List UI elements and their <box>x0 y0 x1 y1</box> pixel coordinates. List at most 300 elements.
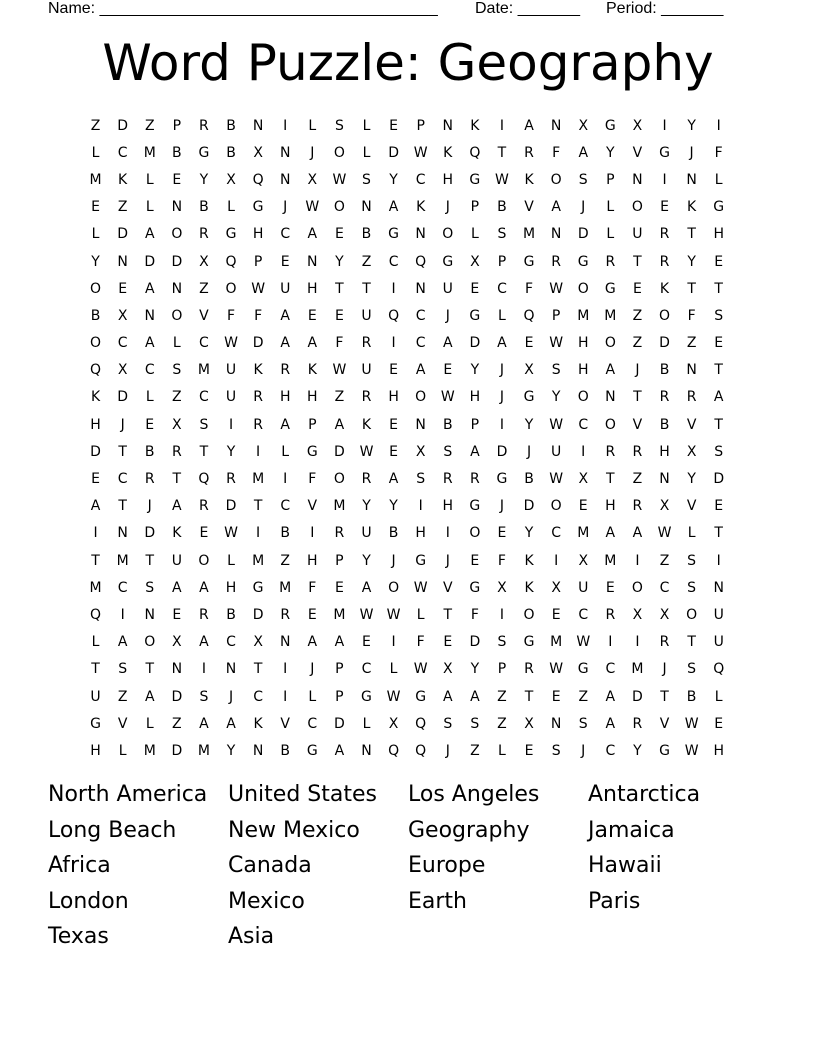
grid-letter: R <box>280 606 291 623</box>
grid-letter: H <box>307 280 318 297</box>
grid-letter: K <box>118 171 128 188</box>
grid-letter: J <box>499 389 505 406</box>
grid-letter: Z <box>659 552 670 569</box>
grid-letter: D <box>469 634 481 651</box>
grid-letter: C <box>659 579 670 596</box>
grid-letter: W <box>332 171 347 188</box>
grid-letter: I <box>499 416 505 433</box>
grid-row <box>82 574 734 601</box>
grid-letter: C <box>388 253 399 270</box>
grid-letter: L <box>281 443 290 460</box>
grid-letter: E <box>443 634 453 651</box>
grid-letter: A <box>172 498 182 515</box>
grid-letter: Q <box>225 253 237 270</box>
grid-letter: A <box>144 688 155 705</box>
grid-letter: T <box>714 362 723 379</box>
grid-letter: G <box>523 634 535 651</box>
grid-letter: T <box>335 280 344 297</box>
grid-letter: A <box>470 443 480 460</box>
grid-letter: A <box>307 634 318 651</box>
grid-letter: R <box>171 443 182 460</box>
grid-letter: P <box>606 171 615 188</box>
grid-letter: G <box>388 226 399 243</box>
name-field: Name: ______________________________________ <box>48 0 438 17</box>
date-field: Date: _______ <box>475 0 580 17</box>
word-list-item: United States <box>228 782 377 807</box>
grid-letter: W <box>332 362 347 379</box>
grid-row <box>82 520 734 547</box>
grid-letter: R <box>605 443 616 460</box>
grid-letter: B <box>172 144 182 161</box>
grid-letter: A <box>144 335 155 352</box>
word-list-item: Geography <box>408 817 530 843</box>
grid-letter: K <box>172 525 182 542</box>
grid-letter: C <box>199 335 209 352</box>
grid-letter: E <box>118 280 128 297</box>
grid-letter: N <box>415 226 426 243</box>
grid-letter: X <box>172 634 182 651</box>
grid-letter: P <box>335 552 344 569</box>
grid-letter: I <box>120 606 125 623</box>
grid-letter: L <box>145 715 154 732</box>
grid-letter: M <box>116 552 129 569</box>
grid-letter: L <box>118 742 127 759</box>
grid-letter: N <box>713 579 724 596</box>
grid-letter: I <box>228 416 234 433</box>
grid-letter: K <box>687 199 697 216</box>
grid-letter: X <box>226 171 236 188</box>
grid-letter: N <box>632 171 643 188</box>
grid-letter: R <box>442 471 453 488</box>
grid-letter: C <box>415 171 426 188</box>
grid-letter: W <box>413 579 428 596</box>
grid-letter: C <box>605 661 616 678</box>
grid-letter: C <box>117 144 128 161</box>
grid-letter: A <box>524 117 534 134</box>
grid-letter: O <box>333 144 345 161</box>
grid-letter: O <box>659 307 671 324</box>
grid-letter: T <box>199 443 209 460</box>
grid-row <box>82 656 734 683</box>
grid-letter: S <box>578 171 588 188</box>
grid-letter: Z <box>497 688 507 705</box>
grid-letter: C <box>415 307 426 324</box>
grid-letter: C <box>361 661 372 678</box>
grid-letter: B <box>442 416 453 433</box>
grid-letter: N <box>550 715 562 732</box>
grid-letter: Q <box>523 307 535 324</box>
grid-letter: H <box>388 389 399 406</box>
grid-letter: C <box>199 389 209 406</box>
grid-letter: L <box>714 688 723 705</box>
grid-letter: G <box>713 199 725 216</box>
grid-letter: M <box>252 552 265 569</box>
word-list-item: Europe <box>408 853 486 879</box>
grid-letter: W <box>576 634 591 651</box>
grid-letter: A <box>632 525 643 542</box>
grid-letter: V <box>280 715 290 732</box>
grid-letter: L <box>91 144 100 161</box>
grid-letter: B <box>361 226 372 243</box>
grid-letter: I <box>608 634 613 651</box>
grid-letter: R <box>524 144 534 161</box>
grid-letter: A <box>551 199 561 216</box>
grid-row <box>82 710 734 737</box>
grid-letter: C <box>280 498 291 515</box>
word-list-item: Mexico <box>228 888 305 914</box>
grid-letter: F <box>254 307 263 324</box>
grid-letter: E <box>307 307 317 324</box>
word-list-item: North America <box>48 782 208 807</box>
grid-letter: E <box>362 634 371 651</box>
grid-letter: T <box>91 552 100 569</box>
grid-letter: O <box>686 606 698 623</box>
grid-letter: N <box>686 171 697 188</box>
grid-letter: O <box>604 335 616 352</box>
grid-letter: T <box>524 688 534 705</box>
grid-letter: X <box>117 362 128 379</box>
grid-letter: Z <box>172 715 182 732</box>
grid-letter: R <box>280 362 291 379</box>
grid-letter: H <box>469 389 481 406</box>
grid-letter: A <box>280 335 290 352</box>
grid-letter: J <box>310 661 315 678</box>
grid-letter: R <box>361 471 372 488</box>
grid-letter: S <box>443 443 453 460</box>
grid-letter: A <box>334 634 345 651</box>
grid-letter: G <box>523 253 535 270</box>
grid-letter: G <box>415 688 427 705</box>
grid-letter: K <box>524 579 534 596</box>
grid-letter: N <box>686 362 697 379</box>
grid-letter: E <box>91 471 100 488</box>
grid-letter: K <box>253 715 263 732</box>
grid-letter: I <box>201 661 206 678</box>
grid-letter: U <box>171 552 182 569</box>
grid-letter: E <box>497 525 507 542</box>
grid-letter: S <box>443 715 453 732</box>
grid-letter: I <box>283 661 288 678</box>
grid-letter: I <box>418 498 423 515</box>
grid-letter: O <box>442 226 454 243</box>
grid-letter: D <box>252 606 264 623</box>
grid-letter: X <box>578 117 589 134</box>
grid-letter: H <box>577 335 589 352</box>
grid-letter: Z <box>497 715 507 732</box>
grid-letter: I <box>283 117 288 134</box>
grid-letter: D <box>632 688 643 705</box>
grid-letter: K <box>524 552 534 569</box>
grid-letter: G <box>415 552 427 569</box>
grid-letter: X <box>415 443 426 460</box>
grid-letter: D <box>144 525 156 542</box>
grid-letter: A <box>199 634 209 651</box>
grid-letter: X <box>497 579 507 596</box>
grid-letter: I <box>93 525 98 542</box>
period-field: Period: _______ <box>606 0 724 17</box>
grid-letter: T <box>253 498 263 515</box>
grid-letter: R <box>199 498 209 515</box>
word-list-item: Antarctica <box>588 782 701 807</box>
grid-letter: U <box>225 362 237 379</box>
grid-letter: R <box>253 389 263 406</box>
grid-letter: T <box>606 471 615 488</box>
grid-letter: R <box>605 606 616 623</box>
grid-letter: M <box>577 525 590 542</box>
word-list-item: Los Angeles <box>408 782 540 807</box>
grid-letter: U <box>713 634 724 651</box>
grid-row <box>82 275 734 302</box>
grid-row <box>82 683 734 710</box>
grid-letter: O <box>523 606 535 623</box>
grid-letter: R <box>361 335 372 352</box>
grid-row <box>82 737 734 764</box>
grid-letter: T <box>687 280 696 297</box>
grid-letter: D <box>659 335 670 352</box>
grid-letter: L <box>687 525 696 542</box>
grid-letter: B <box>280 742 290 759</box>
grid-letter: R <box>659 226 670 243</box>
grid-letter: W <box>549 280 564 297</box>
grid-letter: W <box>549 661 564 678</box>
grid-letter: N <box>550 226 562 243</box>
grid-letter: J <box>445 552 450 569</box>
grid-letter: Y <box>524 416 534 433</box>
grid-letter: M <box>523 226 536 243</box>
grid-letter: N <box>171 280 183 297</box>
grid-letter: M <box>143 144 156 161</box>
grid-letter: L <box>227 199 235 216</box>
grid-letter: G <box>198 144 210 161</box>
grid-letter: W <box>305 199 320 216</box>
grid-letter: U <box>90 688 101 705</box>
grid-letter: N <box>171 661 183 678</box>
grid-letter: O <box>631 199 643 216</box>
grid-letter: T <box>118 443 127 460</box>
grid-letter: L <box>714 171 723 188</box>
grid-letter: W <box>657 525 672 542</box>
grid-letter: E <box>334 307 344 324</box>
grid-letter: I <box>310 525 315 542</box>
grid-letter: K <box>443 144 453 161</box>
grid-letter: L <box>172 335 181 352</box>
grid-letter: S <box>714 443 724 460</box>
grid-letter: N <box>144 307 155 324</box>
grid-letter: S <box>551 742 561 759</box>
grid-letter: N <box>415 280 426 297</box>
grid-letter: E <box>389 362 398 379</box>
grid-letter: Y <box>687 471 696 488</box>
grid-letter: F <box>308 471 317 488</box>
word-list-item: Long Beach <box>48 817 177 843</box>
grid-letter: C <box>253 688 263 705</box>
grid-letter: Q <box>90 606 102 623</box>
grid-letter: W <box>359 606 374 623</box>
grid-letter: N <box>361 199 372 216</box>
grid-letter: C <box>605 742 616 759</box>
grid-letter: T <box>145 661 155 678</box>
grid-letter: B <box>226 144 236 161</box>
grid-letter: X <box>199 253 209 270</box>
grid-letter: L <box>145 199 154 216</box>
grid-letter: C <box>117 471 128 488</box>
grid-letter: F <box>416 634 425 651</box>
grid-letter: I <box>499 117 505 134</box>
grid-letter: Y <box>551 389 561 406</box>
grid-letter: Q <box>415 715 427 732</box>
grid-letter: L <box>308 117 317 134</box>
grid-letter: U <box>578 579 589 596</box>
grid-letter: E <box>389 443 398 460</box>
grid-letter: T <box>633 253 642 270</box>
grid-letter: E <box>443 362 453 379</box>
grid-letter: S <box>687 661 697 678</box>
grid-letter: Y <box>335 253 344 270</box>
grid-letter: N <box>415 416 426 433</box>
word-list-item: Hawaii <box>588 853 662 879</box>
grid-letter: Z <box>361 253 372 270</box>
grid-letter: Z <box>632 307 643 324</box>
grid-letter: H <box>307 389 318 406</box>
grid-letter: O <box>333 199 345 216</box>
grid-letter: E <box>172 171 182 188</box>
word-list-item: Earth <box>408 888 467 914</box>
grid-letter: A <box>90 498 101 515</box>
grid-letter: C <box>307 715 318 732</box>
grid-letter: Y <box>91 253 100 270</box>
grid-letter: G <box>496 471 508 488</box>
grid-letter: G <box>523 389 535 406</box>
grid-letter: V <box>442 579 453 596</box>
grid-letter: P <box>335 688 344 705</box>
grid-letter: V <box>117 715 128 732</box>
grid-letter: J <box>228 688 234 705</box>
grid-letter: O <box>469 525 481 542</box>
grid-letter: R <box>253 416 263 433</box>
grid-letter: O <box>415 389 427 406</box>
grid-letter: A <box>605 362 616 379</box>
grid-letter: I <box>256 443 261 460</box>
grid-letter: H <box>415 525 426 542</box>
grid-letter: G <box>659 742 670 759</box>
grid-letter: N <box>117 525 128 542</box>
grid-letter: I <box>716 552 721 569</box>
grid-letter: Y <box>389 498 398 515</box>
grid-letter: Q <box>415 742 427 759</box>
grid-letter: V <box>686 498 697 515</box>
grid-letter: A <box>199 715 209 732</box>
grid-letter: E <box>714 335 724 352</box>
grid-letter: E <box>470 552 480 569</box>
grid-letter: J <box>499 498 505 515</box>
grid-letter: P <box>470 416 480 433</box>
grid-letter: G <box>469 307 481 324</box>
grid-letter: G <box>442 253 454 270</box>
grid-letter: C <box>226 634 236 651</box>
grid-letter: R <box>524 661 534 678</box>
grid-letter: A <box>307 335 318 352</box>
grid-letter: S <box>199 688 209 705</box>
grid-letter: C <box>551 525 562 542</box>
grid-letter: A <box>605 525 616 542</box>
grid-letter: L <box>362 715 371 732</box>
grid-row <box>82 330 734 357</box>
grid-letter: M <box>197 362 210 379</box>
grid-letter: E <box>389 416 398 433</box>
student-info-header <box>48 0 748 20</box>
grid-letter: X <box>307 171 318 188</box>
grid-letter: E <box>334 579 344 596</box>
grid-letter: R <box>659 253 670 270</box>
grid-row <box>82 465 734 492</box>
grid-letter: X <box>524 362 534 379</box>
grid-letter: E <box>145 416 155 433</box>
grid-letter: J <box>445 199 450 216</box>
grid-letter: Z <box>632 471 643 488</box>
grid-letter: B <box>388 525 399 542</box>
grid-letter: N <box>171 199 183 216</box>
grid-letter: Q <box>469 144 481 161</box>
grid-row <box>82 166 734 193</box>
grid-letter: E <box>524 335 534 352</box>
grid-letter: L <box>606 226 615 243</box>
grid-letter: T <box>118 498 127 515</box>
grid-row <box>82 547 734 574</box>
grid-letter: I <box>635 552 640 569</box>
grid-letter: N <box>279 171 291 188</box>
grid-letter: H <box>659 443 670 460</box>
grid-letter: A <box>578 144 589 161</box>
grid-letter: Z <box>199 280 209 297</box>
grid-letter: S <box>362 171 371 188</box>
grid-letter: D <box>117 226 129 243</box>
grid-letter: A <box>605 688 616 705</box>
grid-letter: J <box>689 144 694 161</box>
grid-letter: Y <box>362 498 371 515</box>
grid-letter: N <box>279 634 291 651</box>
grid-letter: T <box>687 226 696 243</box>
grid-letter: G <box>577 661 589 678</box>
grid-letter: I <box>635 634 640 651</box>
grid-letter: K <box>470 117 480 134</box>
grid-letter: L <box>145 171 154 188</box>
grid-letter: A <box>713 389 724 406</box>
grid-letter: T <box>443 606 453 623</box>
grid-letter: E <box>470 280 480 297</box>
grid-letter: K <box>361 416 372 433</box>
grid-letter: W <box>549 416 564 433</box>
grid-letter: E <box>172 606 182 623</box>
grid-letter: W <box>549 471 564 488</box>
grid-letter: X <box>632 117 643 134</box>
grid-letter: E <box>632 280 642 297</box>
grid-letter: C <box>415 335 426 352</box>
grid-letter: A <box>226 715 236 732</box>
grid-letter: J <box>526 443 532 460</box>
grid-letter: Y <box>524 525 534 542</box>
grid-letter: I <box>716 117 721 134</box>
grid-letter: S <box>551 362 561 379</box>
word-list-item: Texas <box>48 924 109 950</box>
grid-letter: Y <box>199 171 209 188</box>
grid-letter: Z <box>172 389 182 406</box>
grid-letter: G <box>361 688 372 705</box>
grid-letter: Q <box>252 171 264 188</box>
grid-letter: N <box>605 389 616 406</box>
grid-letter: A <box>144 280 155 297</box>
grid-letter: U <box>361 362 372 379</box>
grid-letter: U <box>713 606 724 623</box>
